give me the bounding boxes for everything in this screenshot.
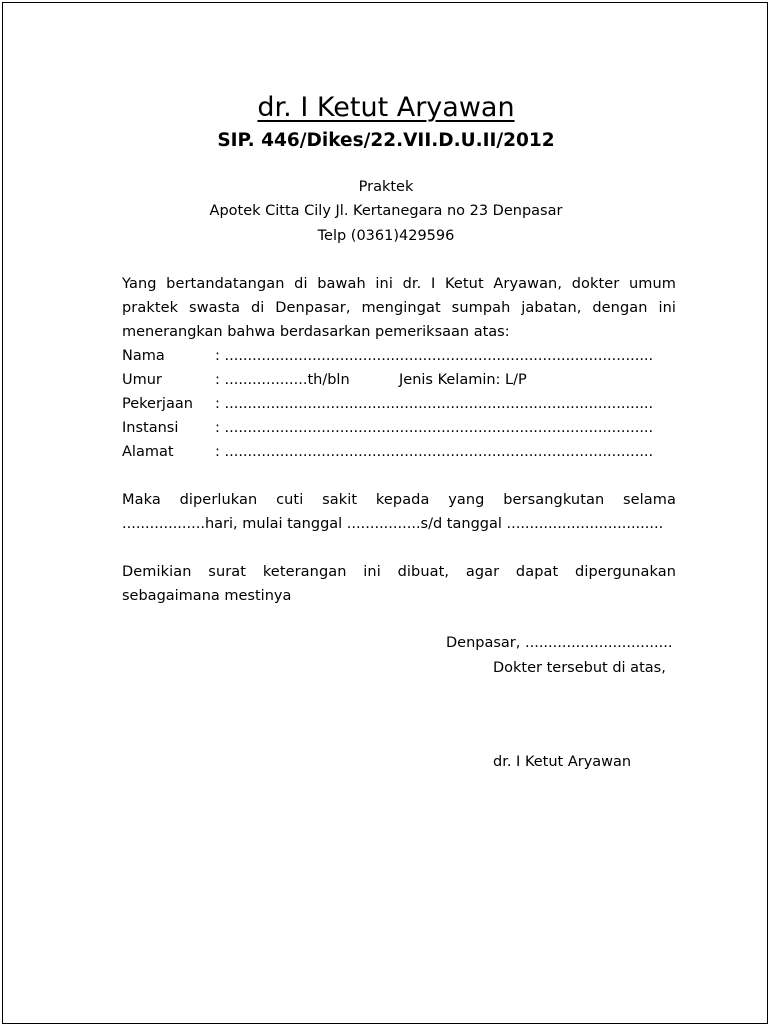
alamat-field: : ............................................................................................. xyxy=(215,444,654,460)
intro-line-3: menerangkan bahwa berdasarkan pemeriksaan atas: xyxy=(122,324,510,340)
pekerjaan-label: Pekerjaan xyxy=(122,396,193,412)
nama-label: Nama xyxy=(122,348,165,364)
leave-line-2: ..................hari, mulai tanggal ................s/d tanggal .................................. xyxy=(122,516,664,532)
intro-line-2: praktek swasta di Denpasar, mengingat sumpah jabatan, dengan ini xyxy=(122,300,676,316)
closing-line-1: Demikian surat keterangan ini dibuat, agar dapat dipergunakan xyxy=(122,564,676,580)
intro-line-1: Yang bertandatangan di bawah ini dr. I Ketut Aryawan, dokter umum xyxy=(122,276,676,292)
document-page xyxy=(2,2,768,1024)
jenis-kelamin-field: Jenis Kelamin: L/P xyxy=(399,372,527,388)
leave-line-1: Maka diperlukan cuti sakit kepada yang bersangkutan selama xyxy=(122,492,676,508)
signature-name: dr. I Ketut Aryawan xyxy=(493,754,632,770)
umur-label: Umur xyxy=(122,372,162,388)
signature-place-date: Denpasar, ................................ xyxy=(446,635,673,651)
doctor-name-title: dr. I Ketut Aryawan xyxy=(257,92,515,123)
closing-line-2: sebagaimana mestinya xyxy=(122,588,292,604)
nama-field: : ............................................................................................. xyxy=(215,348,654,364)
umur-field: : ..................th/bln xyxy=(215,372,350,388)
praktek-label: Praktek xyxy=(358,179,414,195)
pekerjaan-field: : ............................................................................................. xyxy=(215,396,654,412)
alamat-label: Alamat xyxy=(122,444,174,460)
practice-phone: Telp (0361)429596 xyxy=(317,228,455,244)
instansi-field: : ............................................................................................. xyxy=(215,420,654,436)
signature-role: Dokter tersebut di atas, xyxy=(493,660,666,676)
sip-number: SIP. 446/Dikes/22.VII.D.U.II/2012 xyxy=(217,130,555,151)
practice-address: Apotek Citta Cily Jl. Kertanegara no 23 Denpasar xyxy=(209,203,563,219)
instansi-label: Instansi xyxy=(122,420,179,436)
